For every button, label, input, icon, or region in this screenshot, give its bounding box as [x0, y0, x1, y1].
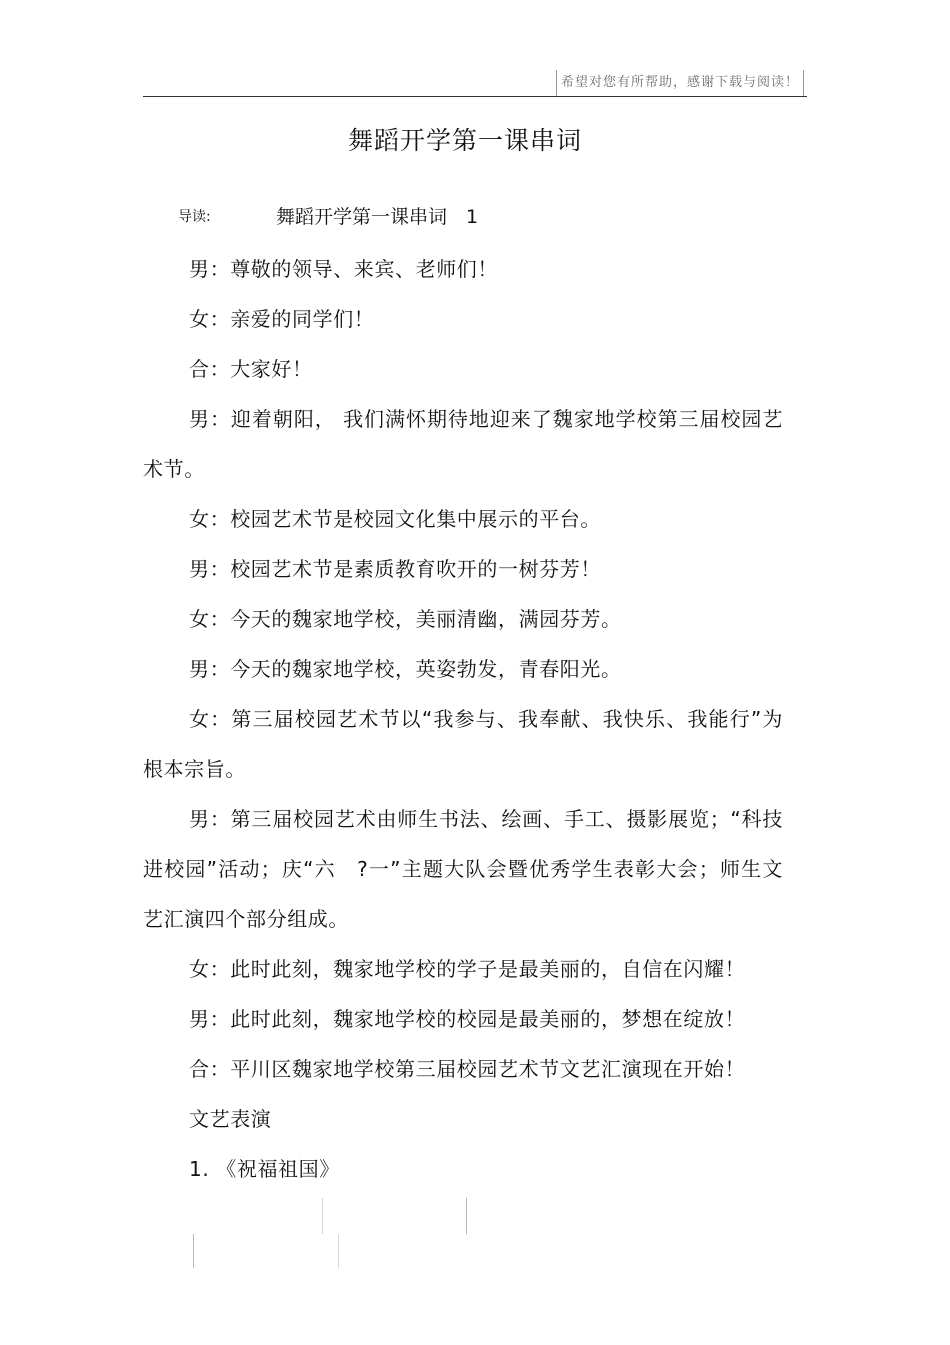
table-rule — [338, 1234, 339, 1268]
header-banner: 希望对您有所帮助，感谢下载与阅读！ — [556, 70, 804, 96]
paragraph: 男：迎着朝阳， 我们满怀期待地迎来了魏家地学校第三届校园艺术节。 — [143, 407, 783, 481]
table-rule — [322, 1198, 323, 1234]
program-item: 1. 《祝福祖国》 — [189, 1157, 340, 1181]
paragraph: 女：第三届校园艺术节以“我参与、我奉献、我快乐、我能行”为根本宗旨。 — [143, 707, 783, 781]
table-rule — [193, 1234, 194, 1268]
paragraph: 男：今天的魏家地学校，英姿勃发，青春阳光。 — [189, 657, 622, 681]
document-body — [143, 244, 783, 1194]
paragraph: 男：第三届校园艺术由师生书法、绘画、手工、摄影展览；“科技进校园”活动；庆“六 ?一”主题大队会暨优秀学生表彰大会；师生文艺汇演四个部分组成。 — [143, 807, 783, 931]
document-title: 舞蹈开学第一课串词 — [347, 126, 582, 155]
paragraph: 女：今天的魏家地学校，美丽清幽，满园芬芳。 — [189, 607, 622, 631]
paragraph: 男：校园艺术节是素质教育吹开的一树芬芳！ — [189, 557, 601, 581]
header-divider — [143, 96, 807, 97]
intro-text: 舞蹈开学第一课串词 1 — [276, 206, 479, 228]
intro-label: 导读: — [178, 209, 211, 225]
paragraph: 男：此时此刻，魏家地学校的校园是最美丽的，梦想在绽放！ — [189, 1007, 746, 1031]
paragraph: 女：亲爱的同学们！ — [189, 307, 375, 331]
table-rule — [466, 1198, 467, 1234]
paragraph: 男：尊敬的领导、来宾、老师们！ — [189, 257, 498, 281]
section-heading: 文艺表演 — [189, 1107, 272, 1131]
paragraph: 合：大家好！ — [189, 357, 313, 381]
paragraph: 女：校园艺术节是校园文化集中展示的平台。 — [189, 507, 601, 531]
paragraph: 合：平川区魏家地学校第三届校园艺术节文艺汇演现在开始！ — [189, 1057, 746, 1081]
paragraph: 女：此时此刻，魏家地学校的学子是最美丽的，自信在闪耀！ — [189, 957, 746, 981]
